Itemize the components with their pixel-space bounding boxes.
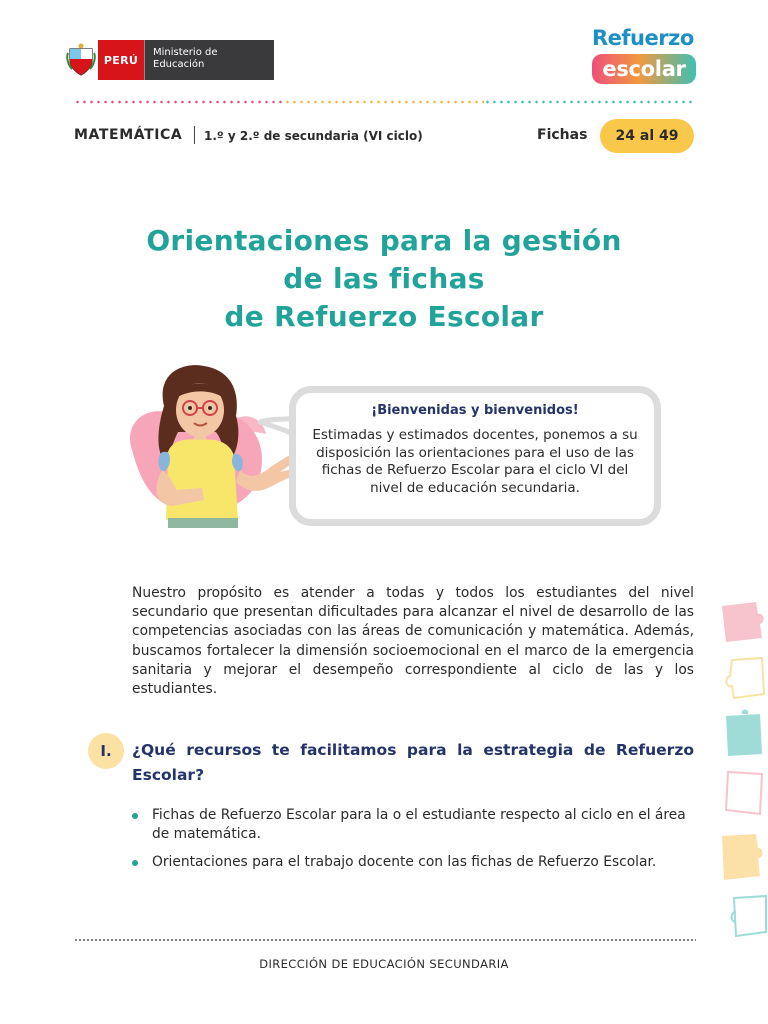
section-number-badge: I.	[88, 733, 124, 769]
fichas-range-badge: 24 al 49	[600, 119, 694, 153]
list-item	[130, 806, 696, 844]
bullet-icon	[132, 813, 138, 819]
brand-word-refuerzo: Refuerzo	[592, 26, 694, 50]
government-logo	[64, 40, 274, 80]
teacher-illustration	[112, 360, 312, 530]
title-line-1: Orientaciones para la gestión	[146, 224, 622, 257]
dotted-divider-teal	[484, 100, 696, 104]
bullet-icon	[132, 860, 138, 866]
dotted-divider-yellow	[284, 100, 484, 104]
page-title	[84, 222, 684, 336]
welcome-message: Estimadas y estimados docentes, ponemos a su disposición las orientaciones para el uso de las fichas de Refuerzo Escolar para el ciclo VI del nivel de educación secundaria.	[312, 427, 638, 496]
coat-of-arms-icon	[64, 40, 98, 80]
ministry-label: Ministerio de Educación	[144, 40, 274, 80]
list-item	[130, 853, 696, 872]
welcome-greeting: ¡Bienvenidas y bienvenidos!	[371, 403, 579, 418]
country-label: PERÚ	[98, 40, 144, 80]
resources-list	[130, 806, 696, 881]
puzzle-pieces-decoration	[716, 596, 768, 946]
header-separator	[194, 126, 195, 144]
subject-label: MATEMÁTICA	[74, 127, 183, 143]
fichas-label: Fichas	[537, 127, 588, 143]
footer-text: DIRECCIÓN DE EDUCACIÓN SECUNDARIA	[259, 957, 509, 971]
speech-bubble	[289, 386, 661, 526]
intro-paragraph: Nuestro propósito es atender a todas y todos los estudiantes del nivel secundario que presentan dificultades para alcanzar el nivel de desarrollo de las competencias asociadas con las áreas de comunicación y matemática. Además, buscamos fortalecer la dimensión socioemocional en el marco de la emergencia sanitaria y mejorar el desempeño correspondiente al ciclo de las y los estudiantes.	[132, 585, 694, 698]
title-line-2: de las fichas	[283, 262, 485, 295]
section-title: ¿Qué recursos te facilitamos para la estrategia de Refuerzo Escolar?	[132, 741, 694, 784]
grade-label: 1.º y 2.º de secundaria (VI ciclo)	[204, 129, 423, 143]
brand-word-escolar: escolar	[592, 54, 696, 84]
footer-divider	[74, 939, 696, 941]
dotted-divider-pink	[74, 100, 284, 104]
list-item-text: Fichas de Refuerzo Escolar para la o el estudiante respecto al ciclo en el área de matemática.	[152, 807, 686, 842]
list-item-text: Orientaciones para el trabajo docente con las fichas de Refuerzo Escolar.	[152, 854, 657, 870]
refuerzo-escolar-logo	[588, 26, 698, 90]
title-line-3: de Refuerzo Escolar	[224, 300, 544, 333]
